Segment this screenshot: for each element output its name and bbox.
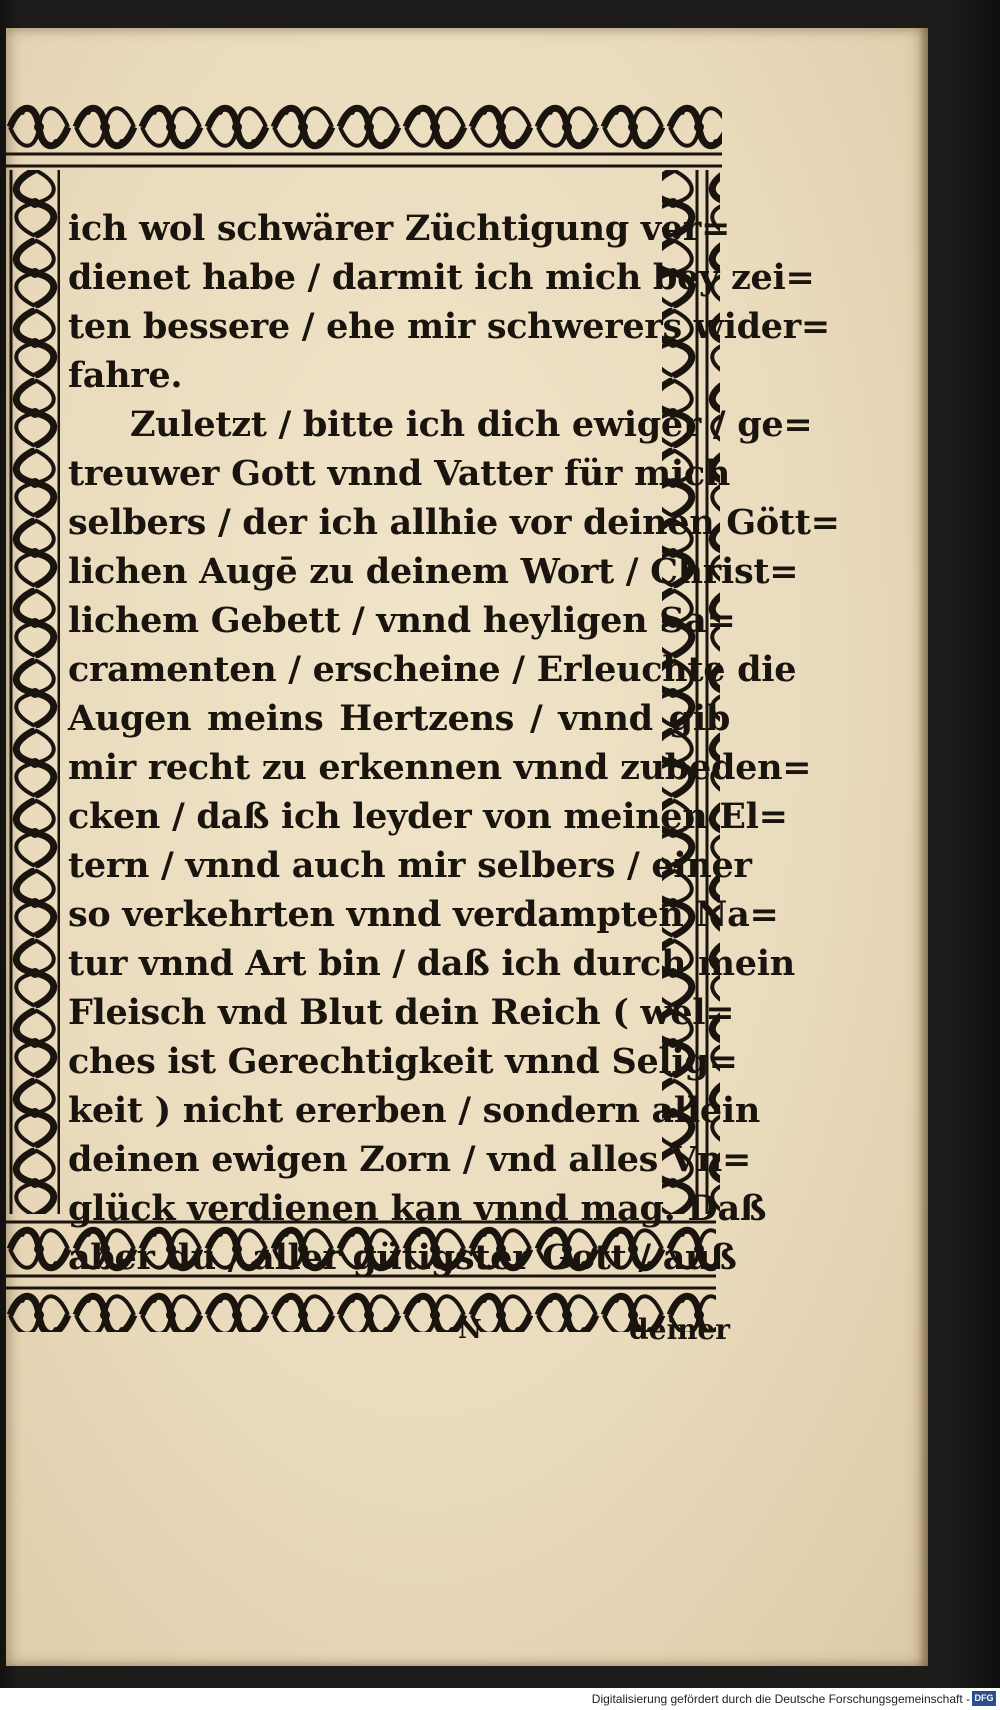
text-line: keit ) nicht ererben / sondern allein: [68, 1090, 761, 1131]
text-line: tern / vnnd auch mir selbers / einer: [68, 845, 752, 886]
text-line: deinen ewigen Zorn / vnd alles Vn=: [68, 1139, 751, 1180]
text-line: fahre.: [68, 355, 183, 396]
text-line: cramenten / erscheine / Erleuchte die: [68, 649, 797, 690]
dfg-logo-icon: DFG: [972, 1691, 996, 1706]
text-line: ches ist Gerechtigkeit vnnd Selig=: [68, 1041, 738, 1082]
text-line: cken / daß ich leyder von meinen El=: [68, 796, 788, 837]
text-line: mir recht zu erkennen vnnd zubeden=: [68, 747, 812, 788]
text-line: ich wol schwärer Züchtigung ver=: [68, 208, 730, 249]
text-line: treuwer Gott vnnd Vatter für mich: [68, 453, 730, 494]
text-line: lichen Augē zu deinem Wort / Christ=: [68, 551, 799, 592]
text-line: Fleisch vnd Blut dein Reich ( wel=: [68, 992, 735, 1033]
text-line: so verkehrten vnnd verdampten Na=: [68, 894, 779, 935]
text-line: Zuletzt / bitte ich dich ewiger / ge=: [130, 404, 813, 445]
credit-text: Digitalisierung gefördert durch die Deutsche Forschungsgemeinschaft -: [591, 1692, 970, 1706]
text-line: glück verdienen kan vnnd mag. Daß: [68, 1188, 767, 1229]
text-line: dienet habe / darmit ich mich bey zei=: [68, 257, 815, 298]
text-line: aber du / aller gütigster Gott / auß: [68, 1237, 737, 1278]
page-footer: [68, 1308, 730, 1352]
text-line: selbers / der ich allhie vor deinen Gött=: [68, 502, 840, 543]
catchword: deiner: [629, 1313, 730, 1346]
credit-bar: [0, 1688, 1000, 1710]
signature-mark: N: [458, 1315, 482, 1345]
book-page: [6, 28, 928, 1666]
text-line: Augen meins Hertzens / vnnd gib: [68, 698, 730, 739]
body-text: [68, 204, 840, 1322]
text-line: lichem Gebett / vnnd heyligen Sa=: [68, 600, 736, 641]
text-line: ten bessere / ehe mir schwerers wider=: [68, 306, 830, 347]
text-line: tur vnnd Art bin / daß ich durch mein: [68, 943, 795, 984]
